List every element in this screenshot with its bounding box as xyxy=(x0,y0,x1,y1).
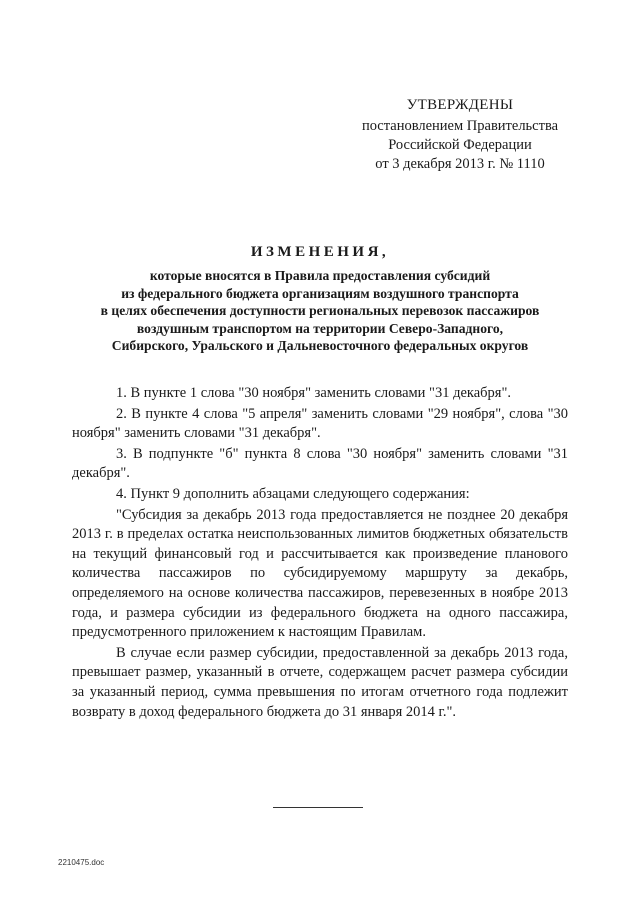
quoted-paragraph-2: В случае если размер субсидии, предоставленной за декабрь 2013 года, превышает размер, указанный в отчете, содержащем расчет размера субсидии за указанный период, сумма превышения по итогам отчетного года подлежит возврату в доход федерального бюджета до 31 января 2014 г.". xyxy=(72,644,568,720)
quoted-paragraph-1: "Субсидия за декабрь 2013 года предоставляется не позднее 20 декабря 2013 г. в пределах остатка неиспользованных лимитов бюджетных обязательств на текущий финансовый год и рассчитывается как произведение планового количества пассажиров по субсидируемому маршруту за декабрь, определяемого на основе количества пассажиров, перевезенных в ноябре 2013 года, и размера субсидии из федерального бюджета на одного пассажира, предусмотренного приложением к настоящим Правилам. xyxy=(72,506,568,641)
document-file-code: 2210475.doc xyxy=(58,858,105,867)
document-body xyxy=(72,384,568,723)
approval-heading: УТВЕРЖДЕНЫ xyxy=(406,97,514,113)
amendment-item-3: 3. В подпункте "б" пункта 8 слова "30 ноября" заменить словами "31 декабря". xyxy=(72,445,568,482)
subtitle-line-1: которые вносятся в Правила предоставления субсидий xyxy=(149,268,491,283)
amendment-item-1: 1. В пункте 1 слова "30 ноября" заменить словами "31 декабря". xyxy=(116,385,512,401)
document-title: ИЗМЕНЕНИЯ, xyxy=(250,244,390,260)
subtitle-line-3: в целях обеспечения доступности региональных перевозок пассажиров xyxy=(100,303,540,318)
end-divider xyxy=(273,807,363,808)
approval-line-1: постановлением Правительства xyxy=(361,118,559,134)
approval-block xyxy=(340,96,580,174)
amendment-item-2: 2. В пункте 4 слова "5 апреля" заменить словами "29 ноября", слова "30 ноября" заменить словами "31 декабря". xyxy=(72,405,568,442)
amendment-item-4: 4. Пункт 9 дополнить абзацами следующего содержания: xyxy=(116,485,470,502)
subtitle-line-5: Сибирского, Уральского и Дальневосточного федеральных округов xyxy=(111,338,529,353)
approval-line-3: от 3 декабря 2013 г. № 1110 xyxy=(375,156,545,172)
subtitle-line-4: воздушным транспортом на территории Северо-Западного, xyxy=(136,320,504,336)
document-title-block xyxy=(60,244,580,355)
subtitle-line-2: из федерального бюджета организациям воздушного транспорта xyxy=(121,285,519,301)
approval-line-2: Российской Федерации xyxy=(388,137,532,153)
document-subtitle xyxy=(60,267,580,355)
